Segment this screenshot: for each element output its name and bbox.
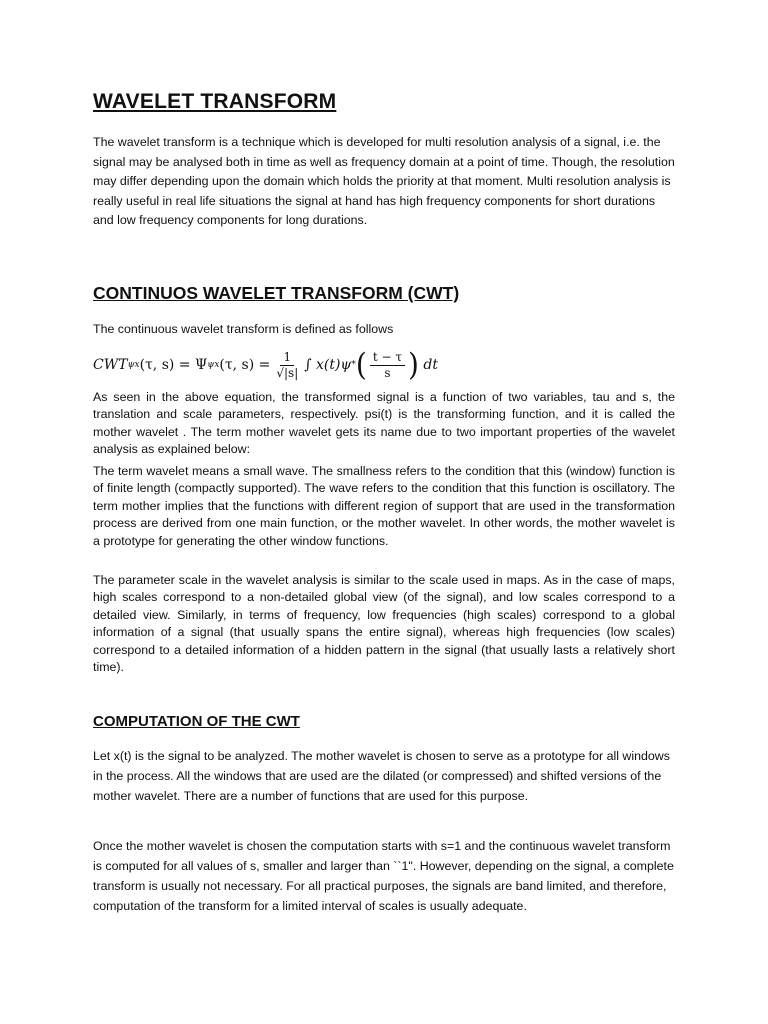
equation-inner-fraction [370, 350, 405, 381]
equation-integrand: ∫ x(t)ψ [304, 357, 352, 373]
computation-heading: COMPUTATION OF THE CWT [93, 713, 300, 730]
intro-paragraph: The wavelet transform is a technique which is developed for multi resolution analysis of a signal, i.e. the signal may be analysed both in time as well as frequency domain at a point of time. Though, the resolution may differ depending upon the domain which holds the priority at that moment. Multi resolution analysis is really useful in real life situations the signal at hand has high frequency components for short durations and low frequency components for long durations. [93, 135, 675, 227]
page-title: WAVELET TRANSFORM [93, 90, 337, 113]
cwt-definition-intro: The continuous wavelet transform is defined as follows [93, 322, 394, 336]
cwt-heading: CONTINUOS WAVELET TRANSFORM (CWT) [93, 283, 460, 303]
cwt-paragraph: As seen in the above equation, the transformed signal is a function of two variables, tau and s, the translation and scale parameters, respectively. psi(t) is the transforming function, and it is called the mother wavelet . The term mother wavelet gets its name due to two important properties of the wavelet analysis as explained below: [93, 390, 675, 457]
equation-fraction-numerator: 1 [280, 350, 294, 366]
cwt-paragraph: The term wavelet means a small wave. The smallness refers to the condition that this (window) function is of finite length (compactly supported). The wave refers to the condition that this function is oscillatory. The term mother implies that the functions with different region of support that are used in the transformation process are derived from one main function, or the mother wavelet. In other words, the mother wavelet is a prototype for generating the other window functions. [93, 464, 675, 548]
cwt-equation: CWT ψ x (τ, s) = Ψ ψ x (τ, s) = $\frac{1}{√|s|}$ ∫ x(t)ψ * ( $\frac{t - \tau}{s}$ ) dt [93, 346, 438, 383]
equation-fraction-denominator: √|s| [276, 365, 299, 380]
equation-inner-numerator: t − τ [370, 350, 405, 366]
equation-lhs: CWT [93, 357, 128, 373]
cwt-paragraph: The parameter scale in the wavelet analysis is similar to the scale used in maps. As in the case of maps, high scales correspond to a non-detailed global view (of the signal), and low scales correspond to a detailed view. Similarly, in terms of frequency, low frequencies (high scales) correspond to a global information of a signal (that usually spans the entire signal), whereas high frequencies (low scales) correspond to a detailed information of a hidden pattern in the signal (that usually lasts a relatively short time). [93, 573, 675, 675]
equation-inner-denominator: s [384, 365, 391, 380]
equation-lhs-args: (τ, s) = Ψ [139, 357, 208, 373]
equation-dt: dt [423, 357, 438, 373]
equation-fraction [273, 350, 301, 381]
computation-paragraph: Once the mother wavelet is chosen the computation starts with s=1 and the continuous wavelet transform is computed for all values of s, smaller and larger than ``1". However, depending on the signal, a complete transform is usually not necessary. For all practical purposes, the signals are band limited, and therefore, computation of the transform for a limited interval of scales is usually adequate. [93, 839, 674, 913]
equation-rhs-args: (τ, s) = [219, 357, 271, 373]
computation-paragraph: Let x(t) is the signal to be analyzed. The mother wavelet is chosen to serve as a prototype for all windows in the process. All the windows that are used are the dilated (or compressed) and shifted versions of the mother wavelet. There are a number of functions that are used for this purpose. [93, 749, 670, 803]
